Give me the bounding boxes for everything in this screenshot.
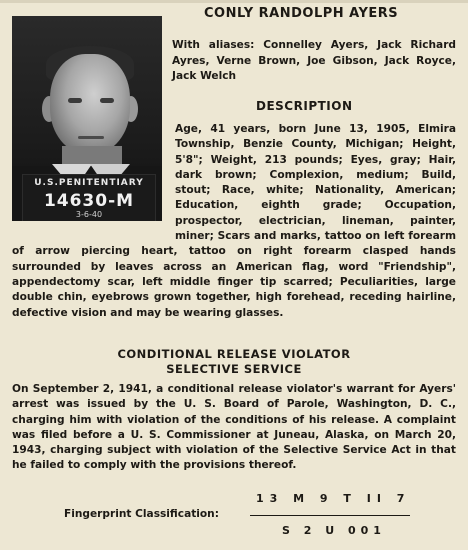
placard-number: 14630-M bbox=[43, 191, 135, 211]
violation-heading-line2: SELECTIVE SERVICE bbox=[166, 362, 302, 376]
fingerprint-formula-top: 13 M 9 T II 7 bbox=[256, 492, 411, 505]
photo-wrap-spacer bbox=[12, 122, 175, 236]
page-top-edge bbox=[0, 0, 468, 3]
fingerprint-divider bbox=[250, 515, 410, 516]
description-heading: DESCRIPTION bbox=[256, 99, 353, 113]
description-text: Age, 41 years, born June 13, 1905, Elmira Township, Benzie County, Michigan; Height, 5'8"; Weight, 213 pounds; Eyes, gray; Hair, dark brown; Complexion, medium; Build, stout; Race, white; Nationality, American; Education, eighth grade; Occupation, prospector, electrician, lineman, painter, miner; Scars and marks, tattoo on left forearm of arrow piercing heart, tattoo on right forearm clasped hands surrounded by leaves across an American flag, word "Friendship", appendectomy scar, left middle finger tip scarred; Peculiarities, large double chin, eyebrows grown together, high forehead, receding hairline, defective vision and may be wearing glasses. bbox=[12, 123, 456, 319]
photo-eye-right bbox=[100, 98, 114, 103]
violation-heading bbox=[0, 347, 468, 377]
aliases-text: With aliases: Connelley Ayers, Jack Richard Ayres, Verne Brown, Joe Gibson, Jack Royce, Jack Welch bbox=[172, 39, 456, 82]
fingerprint-formula-bottom: S 2 U 001 bbox=[282, 524, 386, 537]
description-block bbox=[12, 122, 456, 321]
fingerprint-label: Fingerprint Classification: bbox=[64, 508, 219, 520]
narrative-text: On September 2, 1941, a conditional release violator's warrant for Ayers' arrest was issued by the U. S. Board of Parole, Washington, D. C., charging him with violation of the conditions of his release. A complaint was filed before a U. S. Commissioner at Juneau, Alaska, on March 20, 1943, charging subject with violation of the Selective Service Act in that he failed to comply with the provisions thereof. bbox=[12, 383, 456, 472]
placard-institution: U.S.PENITENTIARY bbox=[34, 178, 144, 188]
photo-eye-left bbox=[68, 98, 82, 103]
violation-heading-line1: CONDITIONAL RELEASE VIOLATOR bbox=[117, 347, 351, 361]
subject-name: CONLY RANDOLPH AYERS bbox=[204, 6, 399, 21]
placard-date: 3-6-40 bbox=[75, 210, 103, 219]
